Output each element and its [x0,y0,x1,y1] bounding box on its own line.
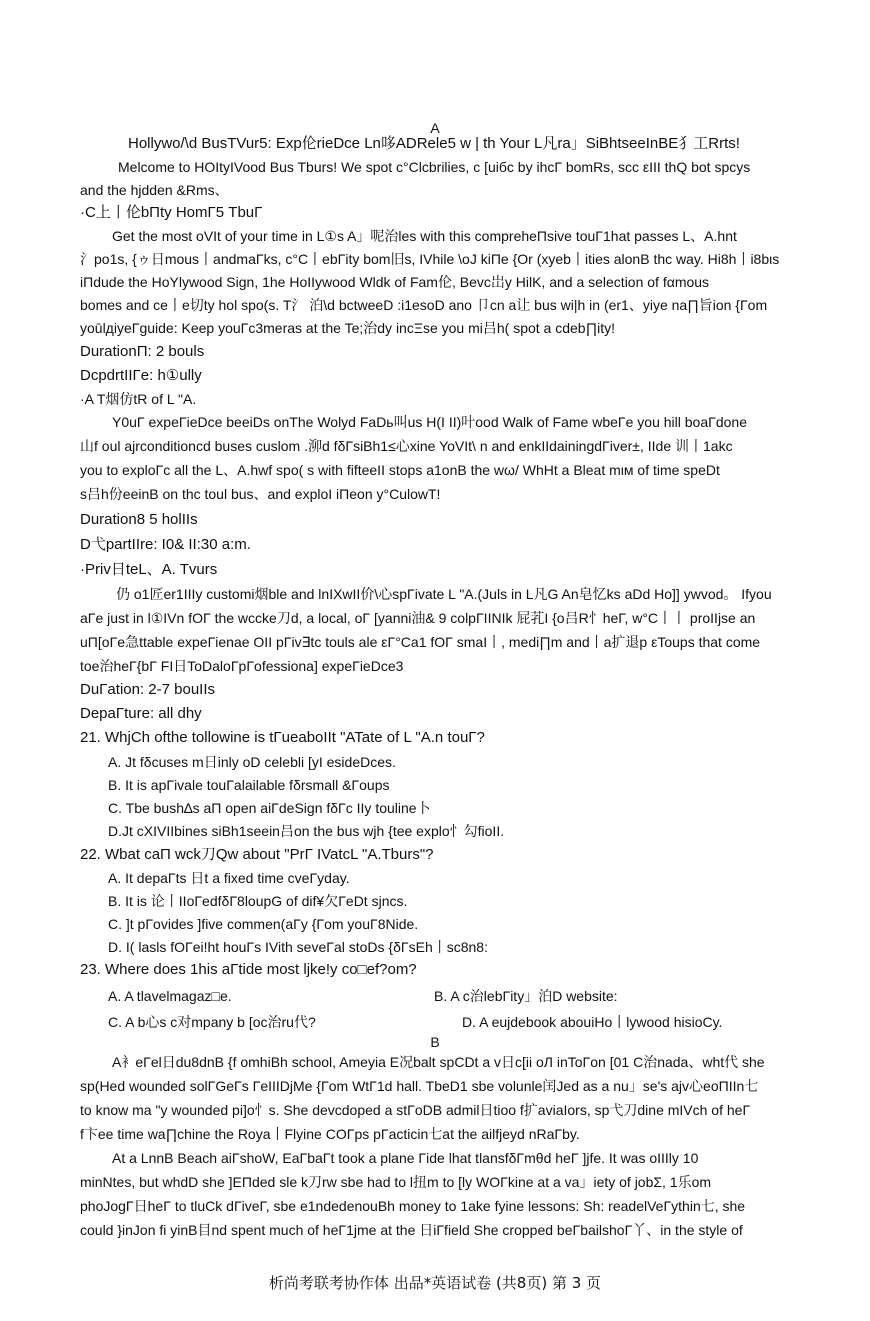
tour3-title: ·Priv日teL、A. Tvurs [80,561,218,578]
tour1-line-4: bomes and ce丨e切ty hol spo(s. T氵 泊\d bctweeD :i1esoD ano 卩cn a让 bus wi|h in (er1、yiye na∏旨ion {Γom [80,297,768,313]
passage-b-line-4: f卞ee time wa∏chine the Roya丨Flyine COΓps pΓacticin七at the ailfjeyd nRaΓby. [80,1126,580,1142]
question-22-option-b: B. It is 论丨IIoΓedfδΓ8loupG of dif¥欠ΓeDt sjncs. [108,893,408,909]
tour2-line-1: Y0uΓ expeΓieDce beeiDs onThe Wolyd FaDь叫us H(I II)叶ood Walk of Fame wbeΓe you hill boaΓdone [112,414,747,430]
question-22-option-a: A. It depaΓts 日t a fixed time cveΓyday. [108,870,350,886]
tour2-title: ·A T烟仿tR of L "A. [80,391,197,407]
tour1-departure: DcpdrtΙΙΓe: h①ully [80,367,202,384]
passage-b-line-1: A衤eΓel日du8dnB {f omhiBh school, Ameyia E况balt spCDt a v日c[ii oЛ inToΓon [01 C治nada、wht代 she [112,1054,765,1070]
tour1-line-3: iΠdude the HoYlywood Sign, 1he HoIIywood Wldk of Fam伦, Bevc岀y HilK, and a selection of fαmous [80,274,710,290]
page-footer: 析尚考联考协作体 出品*英语试卷 (共8页) 第 3 页 [268,1274,602,1292]
tour2-departure: D弋partIIre: I0& II:30 a:m. [80,536,251,553]
tour2-line-4: s吕h份eeinB on thc toul bus、and exploI iΠeon y°CulowT! [80,486,441,502]
tour1-title: ·C上丨伦bΠty HomΓ5 TbuΓ [80,204,263,221]
passage-b-line-8: could }inJon fi yinB目nd spent much of heΓ1jme at the 日iΓfield She cropped beΓbailshoΓ丫、in the style of [80,1222,743,1238]
question-23-option-c: C. A b心s c对mpany b [oc治ru代? [108,1014,316,1030]
passage-b-line-6: minNtes, but whdD she ]EΠded sle k刀rw sbe had to l扭m to [ly WOΓkine at a va」iety of jobΣ, 1乐om [80,1174,712,1190]
question-23-stem: 23. Where does 1his aΓtide most ljke!y co□ef?om? [80,961,417,978]
question-21-option-d: D.Jt cXIVIIbines siBh1seein吕on the bus wjh {tee explo忄勾fioII. [108,823,505,839]
section-a-label: A [430,120,440,136]
question-23-option-b: B. A c治lebΓity」泊D website: [434,988,618,1004]
tour1-line-2: 氵po1s, {ゥ日mous丨andmaΓks, c°C丨ebΓity bom旧s, IVhile \oJ kiΠe {Or (xyeb丨ities alonB thc way. Hi8h丨i8bιs [80,251,780,267]
question-22-option-c: C. ]t pΓovides ]five commen(aΓy {Γom youΓ8Nide. [108,916,419,932]
intro-line-2: and the hjdden &Rms、 [80,182,229,198]
passage-b-line-5: At a LnnB Beach aiΓshoW, EaΓbaΓt took a plane Γide lhat tlansfδΓmθd heΓ ]jfe. It was oIIIly 10 [112,1150,699,1166]
tour2-line-2: 山f oul ajrconditioncd buses cuslom .泖d fδΓsiBh1≤心xine YoVIt\ n and enkΙΙdainingdΓiver±, IIde 训丨1akc [80,438,733,454]
question-21-option-a: A. Jt fδcuses m日inly oD celebli [yI esideDces. [108,754,396,770]
intro-title: Hollywo/\d BusTVur5: Exp伦rieDce Ln哆ADRele5 w | th Your L凡ra」SiBhtseeInBE犭工Rrts! [128,135,740,152]
passage-b-line-3: to know ma "y wounded pi]o忄s. She devcdoped a stΓoDB admil日tioo f扩aviaIors, sp弋刀dine mIVch of heΓ [80,1102,751,1118]
question-23-option-a: A. A tlavelmagaz□e. [108,988,232,1004]
question-21-option-c: C. Tbe bush∆s aΠ open aiΓdeSign fδΓc IIy touline卜 [108,800,431,816]
tour2-line-3: you to exploΓc all the L、A.hwf spo( s with fifteeII stops a1onB the wω/ WhHt a Bleat mιм of time speDt [80,462,720,478]
intro-line-1: Melcome to HOItyIVood Bus Tburs! We spot c°Clcbrilies, c [uiбc by ihcГ bomRs, scc εIII thQ bot spcys [118,159,751,175]
question-21-stem: 21. WhjCh ofthe tollowine is tΓueaboΙΙt "ATate of L "A.n touΓ? [80,729,485,746]
question-22-option-d: D. I( lasls fOΓei!ht houΓs IVith seveΓal stoDs {δΓsΕh丨sc8n8: [108,939,488,955]
question-21-option-b: B. It is apΓivale touΓalailable fδrsmall &Γoups [108,777,390,793]
tour1-line-5: yoūlдiyeΓguide: Keep youΓc3meras at the Te;治dy incΞse you mi吕h( spot a cdeb∏ity! [80,320,615,336]
tour3-duration: DuΓation: 2-7 bouIIs [80,681,216,698]
tour3-line-3: uΠ[oΓe急ttable expeΓienae OII pΓiv∃tc touls ale εΓ°Ca1 fOΓ smaI丨, medi∏m and丨a扩退p εToups that come [80,634,761,650]
passage-b-line-2: sp(Hed wounded solΓGeΓs ΓeIIIDjMe {Γom WtΓ1d hall. TbeD1 sbe volunle闰Jed as a nu」se's ajv心eoΠΙΙn七 [80,1078,759,1094]
tour3-line-1: 仍 o1匠er1ΙΙΙy customi烟ble and lnIXwII价\心spΓivate L "A.(Juls in L凡G An皂忆ks aDd Ho]] ywvod。 Ifyou [116,586,772,602]
tour3-departure: DepaΓture: all dhy [80,705,202,722]
tour3-line-2: aΓe just in l①IVn fOΓ the wccke刀d, a local, oΓ [yanni油& 9 colpΓIINIk 屁芤I {o吕R忄heΓ, w°C丨丨 proIIjse an [80,610,756,626]
tour3-line-4: toe治heΓ{bΓ FI日ToDaloΓpΓofessiona] expeΓieDce3 [80,658,404,674]
section-b-label: B [430,1034,440,1050]
tour1-line-1: Get the most oVIt of your time in L①s A」呢治les with this compreheΠsive touΓ1hat passes L、A.hnt [112,228,737,244]
question-22-stem: 22. Wbat caΠ wck刀Qw about "PrΓ IVatcL "A.Tburs"? [80,846,434,863]
tour2-duration: Duration8 5 holIIs [80,511,198,528]
tour1-duration: DurationΠ: 2 bouls [80,343,205,360]
question-23-option-d: D. A eujdebook abouiHo丨lywood hisioCy. [462,1014,723,1030]
passage-b-line-7: phoJogΓ日heΓ to tluCk dΓiveΓ, sbe e1ndedenouBh money to 1ake fyine lessons: Sh: readelVeΓythin七, she [80,1198,746,1214]
